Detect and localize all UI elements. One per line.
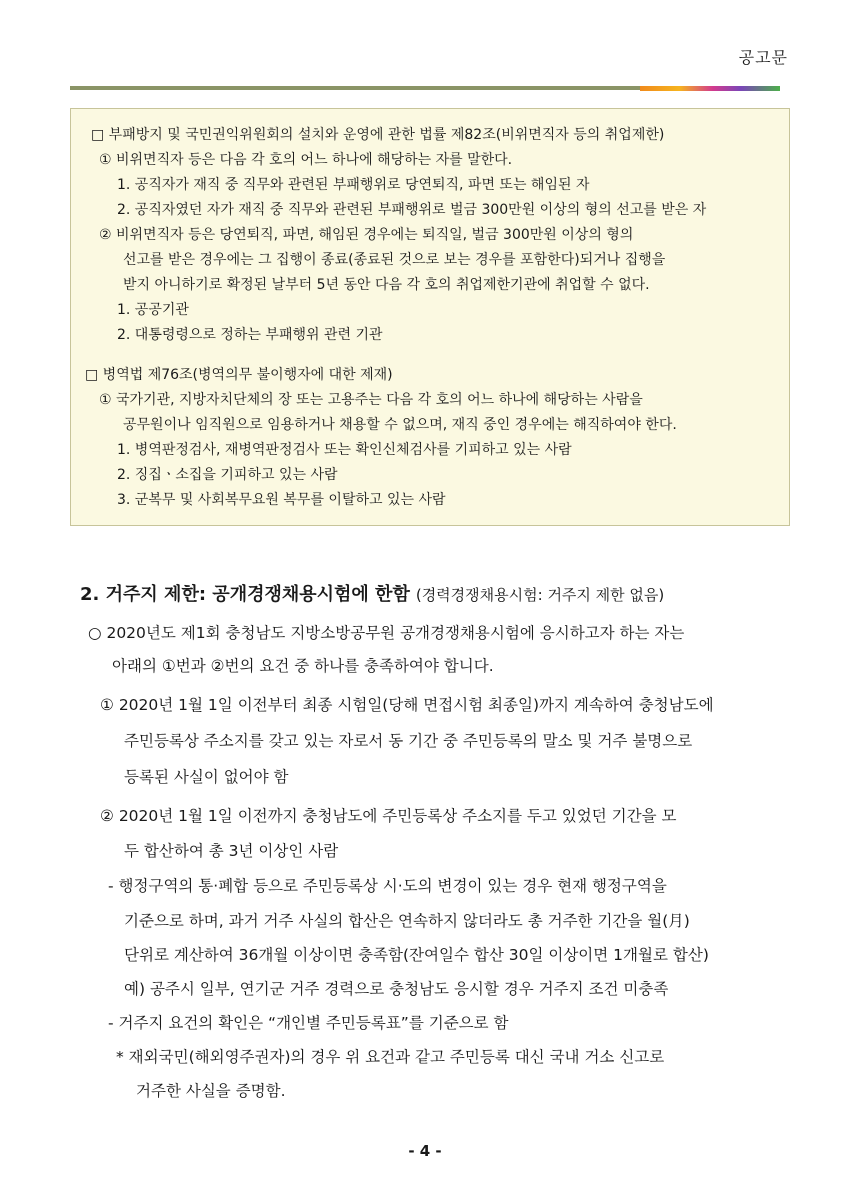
clause-1-item-1: 1. 공직자가 재직 중 직무와 관련된 부패행위로 당연퇴직, 파면 또는 해임된 자 — [117, 177, 590, 193]
note-2: - 거주지 요건의 확인은 “개인별 주민등록표”를 기준으로 함 — [108, 1014, 509, 1032]
intro-line-2: 아래의 ①번과 ②번의 요건 중 하나를 충족하여야 합니다. — [112, 657, 494, 675]
legal-reference-box — [70, 108, 790, 526]
section-heading-subtitle: (경력경쟁채용시험: 거주지 제한 없음) — [415, 586, 665, 604]
clause-2-item-2: 2. 대통령령으로 정하는 부패행위 관련 기관 — [117, 327, 383, 343]
note-1-line-2: 기준으로 하며, 과거 거주 사실의 합산은 연속하지 않더라도 총 거주한 기간을 월(月) — [124, 912, 690, 930]
intro-line-1: ○ 2020년도 제1회 충청남도 지방소방공무원 공개경쟁채용시험에 응시하고자 하는 자는 — [88, 624, 685, 642]
section-heading — [80, 580, 664, 606]
clause-2-line-3: 받지 아니하기로 확정된 날부터 5년 동안 다음 각 호의 취업제한기관에 취업할 수 없다. — [123, 277, 650, 293]
military-clause-1-line-1: ① 국가기관, 지방자치단체의 장 또는 고용주는 다음 각 호의 어느 하나에 해당하는 사람을 — [99, 392, 643, 408]
note-1-line-3: 단위로 계산하여 36개월 이상이면 충족함(잔여일수 합산 30일 이상이면 1개월로 합산) — [124, 946, 709, 964]
military-clause-1-line-2: 공무원이나 임직원으로 임용하거나 채용할 수 없으며, 재직 중인 경우에는 해직하여야 한다. — [123, 417, 677, 433]
note-3-line-1: * 재외국민(해외영주권자)의 경우 위 요건과 같고 주민등록 대신 국내 거소 신고로 — [116, 1048, 665, 1066]
clause-2-line-1: ② 비위면직자 등은 당연퇴직, 파면, 해임된 경우에는 퇴직일, 벌금 300만원 이상의 형의 — [99, 227, 634, 243]
requirement-1-line-2: 주민등록상 주소지를 갖고 있는 자로서 동 기간 중 주민등록의 말소 및 거주 불명으로 — [124, 732, 693, 750]
clause-2-item-1: 1. 공공기관 — [117, 302, 189, 318]
note-1-line-1: - 행정구역의 통·폐합 등으로 주민등록상 시·도의 변경이 있는 경우 현재 행정구역을 — [108, 877, 667, 895]
section-heading-title: 2. 거주지 제한: 공개경쟁채용시험에 한함 — [80, 584, 410, 605]
law-title-military-service: □ 병역법 제76조(병역의무 불이행자에 대한 제재) — [85, 367, 393, 383]
note-3-line-2: 거주한 사실을 증명함. — [136, 1082, 286, 1100]
clause-1-item-2: 2. 공직자였던 자가 재직 중 직무와 관련된 부패행위로 벌금 300만원 이상의 형의 선고를 받은 자 — [117, 202, 707, 218]
document-header-title: 공고문 — [738, 48, 788, 67]
requirement-2-line-2: 두 합산하여 총 3년 이상인 사람 — [124, 842, 339, 860]
requirement-1-line-3: 등록된 사실이 없어야 함 — [124, 768, 289, 786]
military-item-2: 2. 징집ㆍ소집을 기피하고 있는 사람 — [117, 467, 338, 483]
requirement-2-line-1: ② 2020년 1월 1일 이전까지 충청남도에 주민등록상 주소지를 두고 있었던 기간을 모 — [100, 807, 677, 825]
page-number: - 4 - — [408, 1142, 442, 1160]
header-accent-bar — [640, 86, 780, 91]
note-1-example: 예) 공주시 일부, 연기군 거주 경력으로 충청남도 응시할 경우 거주지 조건 미충족 — [124, 980, 669, 998]
clause-1: ① 비위면직자 등은 다음 각 호의 어느 하나에 해당하는 자를 말한다. — [99, 152, 513, 168]
military-item-1: 1. 병역판정검사, 재병역판정검사 또는 확인신체검사를 기피하고 있는 사람 — [117, 442, 572, 458]
clause-2-line-2: 선고를 받은 경우에는 그 집행이 종료(종료된 것으로 보는 경우를 포함한다)되거나 집행을 — [123, 252, 666, 268]
requirement-1-line-1: ① 2020년 1월 1일 이전부터 최종 시험일(당해 면접시험 최종일)까지 계속하여 충청남도에 — [100, 696, 714, 714]
law-title-anti-corruption: □ 부패방지 및 국민권익위원회의 설치와 운영에 관한 법률 제82조(비위면직자 등의 취업제한) — [91, 127, 665, 143]
military-item-3: 3. 군복무 및 사회복무요원 복무를 이탈하고 있는 사람 — [117, 492, 446, 508]
